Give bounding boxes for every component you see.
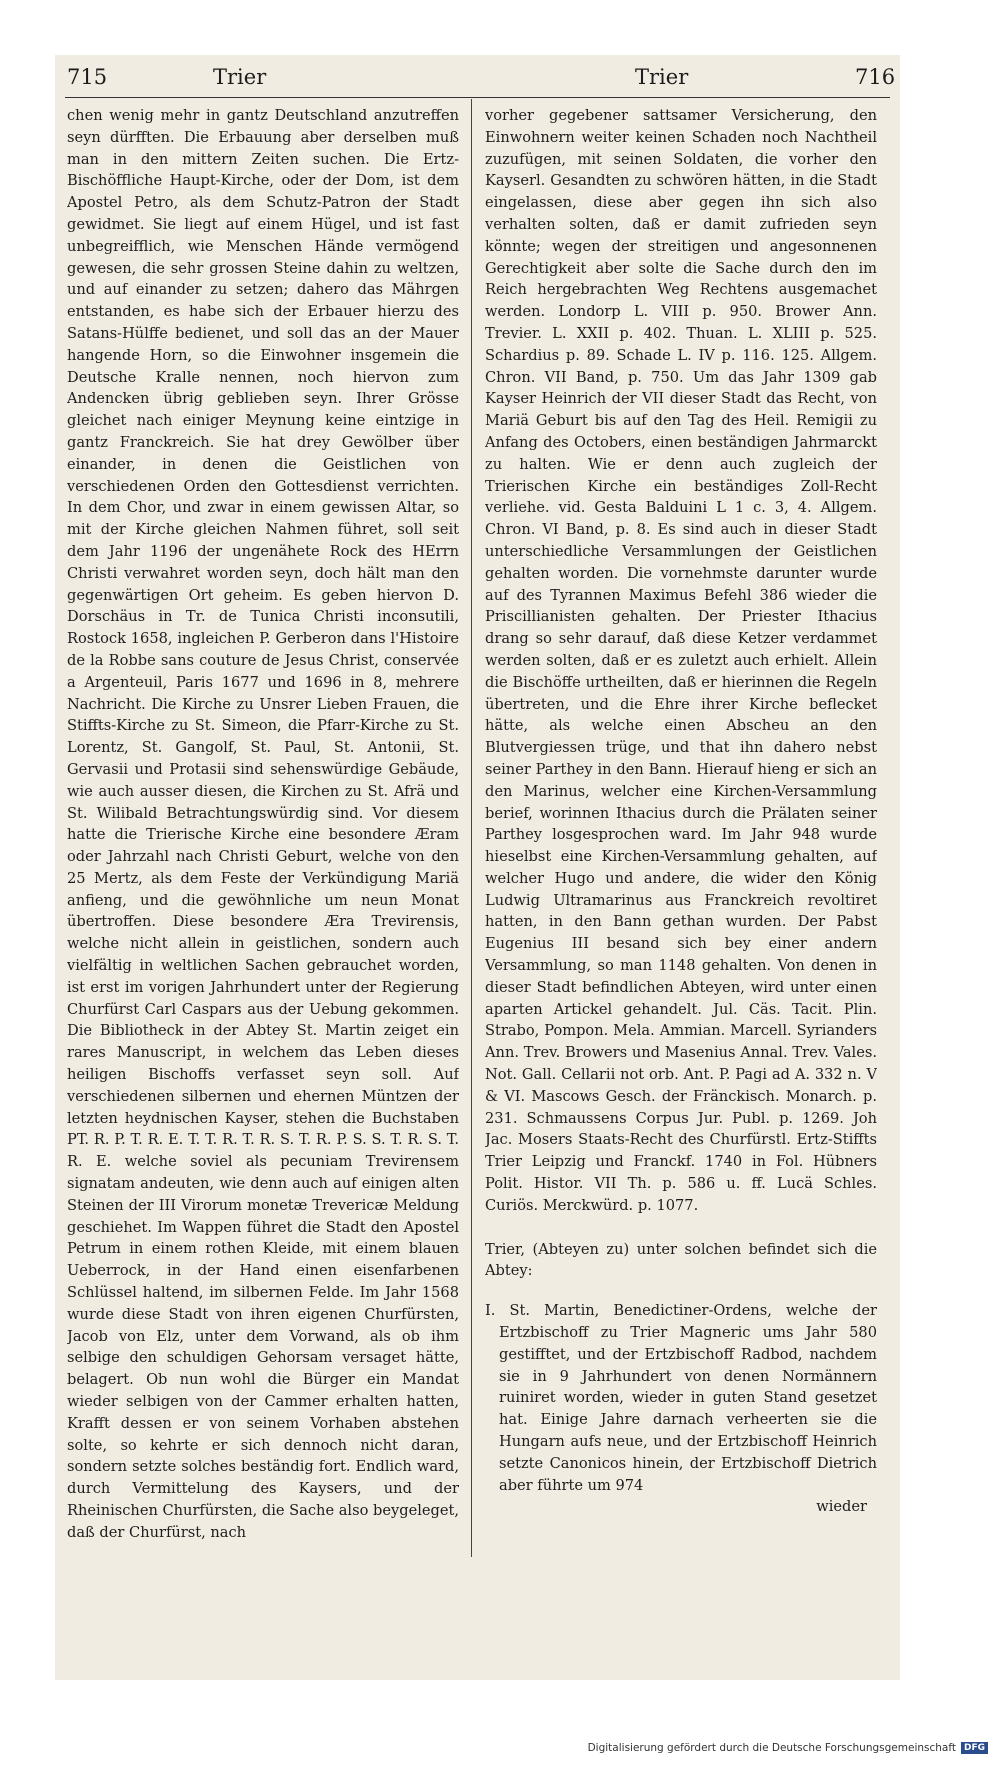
dfg-logo: DFG <box>961 1742 988 1754</box>
book-page <box>55 55 900 1680</box>
running-head-right: Trier <box>635 65 689 89</box>
left-column-text: chen wenig mehr in gantz Deutschland anzutreffen seyn dürfften. Die Erbauung aber derselben muß man in den mittern Zeiten suchen. Die Ertz-Bischöffliche Haupt-Kirche, oder der Dom, ist dem Apostel Petro, als dem Schutz-Patron der Stadt gewidmet. Sie liegt auf einem Hügel, und ist fast unbegreifflich, wie Menschen Hände vermögend gewesen, die sehr grossen Steine dahin zu weltzen, und auf einander zu setzen; dahero das Mährgen entstanden, es habe sich der Erbauer hierzu des Satans-Hülffe bedienet, und soll das an der Mauer hangende Horn, so die Einwohner insgemein die Deutsche Kralle nennen, noch hiervon zum Andencken übrig geblieben seyn. Ihrer Grösse gleichet nach einiger Meynung keine eintzige in gantz Franckreich. Sie hat drey Gewölber über einander, in denen die Geistlichen von verschiedenen Orden den Gottesdienst verrichten. In dem Chor, und zwar in einem gewissen Altar, so mit der Kirche gleichen Nahmen führet, soll seit dem Jahr 1196 der ungenähete Rock des HErrn Christi verwahret worden seyn, doch hält man den gegenwärtigen Ort geheim. Es geben hiervon D. Dorschäus in Tr. de Tunica Christi inconsutili, Rostock 1658, ingleichen P. Gerberon dans l'Histoire de la Robbe sans couture de Jesus Christ, conservée a Argenteuil, Paris 1677 und 1696 in 8, mehrere Nachricht. Die Kirche zu Unsrer Lieben Frauen, die Stiffts-Kirche zu St. Simeon, die Pfarr-Kirche zu St. Lorentz, St. Gangolf, St. Paul, St. Antonii, St. Gervasii und Protasii sind sehenswürdige Gebäude, wie auch ausser diesen, die Kirchen zu St. Afrä und St. Wilibald Betrachtungswürdig sind. Vor diesem hatte die Trierische Kirche eine besondere Æram oder Jahrzahl nach Christi Geburt, welche von den 25 Mertz, als dem Feste der Verkündigung Mariä anfieng, und die gewöhnliche um neun Monat übertroffen. Diese besondere Æra Trevirensis, welche nicht allein in geistlichen, sondern auch vielfältig in weltlichen Sachen gebrauchet worden, ist erst im vorigen Jahrhundert unter der Regierung Churfürst Carl Caspars aus der Uebung gekommen. Die Bibliotheck in der Abtey St. Martin zeiget ein rares Manuscript, in welchem das Leben dieses heiligen Bischoffs verfasset seyn soll. Auf verschiedenen silbernen und ehernen Müntzen der letzten heydnischen Kayser, stehen die Buchstaben PT. R. P. T. R. E. T. T. R. T. R. S. T. R. P. S. S. T. R. S. T. R. E. welche soviel als pecuniam Trevirensem signatam andeuten, wie denn auch auf einigen alten Steinen der III Virorum monetæ Trevericæ Meldung geschiehet. Im Wappen führet die Stadt den Apostel Petrum in einem rothen Kleide, mit einem blauen Ueberrock, in der Hand einen eisenfarbenen Schlüssel haltend, im silbernen Felde. Im Jahr 1568 wurde diese Stadt von ihren eigenen Churfürsten, Jacob von Elz, unter dem Vorwand, als ob ihm selbige den schuldigen Gehorsam versaget hätte, belagert. Ob nun wohl die Bürger ein Mandat wieder selbigen von der Cammer erhalten hatten, Krafft dessen er von seinem Vorhaben abstehen solte, so kehrte er sich dennoch nicht daran, sondern setzte solches beständig fort. Endlich ward, durch Vermittelung des Kaysers, und der Rheinischen Churfürsten, die Sache also beygeleget, daß der Churfürst, nach <box>67 107 459 1541</box>
entry-trier-abteyen: Trier, (Abteyen zu) unter solchen befindet sich die Abtey: <box>485 1240 877 1280</box>
right-column <box>485 105 877 1665</box>
left-column <box>67 105 459 1665</box>
entry-st-martin: I. St. Martin, Benedictiner-Ordens, welche der Ertzbischoff zu Trier Magneric ums Jahr 580 gestifftet, und der Ertzbischoff Radbod, nachdem sie in 9 Jahrhundert von denen Normännern ruiniret worden, wieder in guten Stand gesetzet hat. Einige Jahre darnach verheerten sie die Hungarn aufs neue, und der Ertzbischoff Heinrich setzte Canonicos hinein, der Ertzbischoff Dietrich aber führte um 974 <box>485 1302 877 1494</box>
column-divider <box>471 99 472 1557</box>
header-rule <box>65 97 890 98</box>
digitization-footer <box>588 1742 988 1754</box>
footer-text: Digitalisierung gefördert durch die Deutsche Forschungsgemeinschaft <box>587 1742 956 1754</box>
page-number-right: 716 <box>855 65 896 89</box>
catchword: wieder <box>816 1498 867 1516</box>
running-head-left: Trier <box>213 65 267 89</box>
paragraph-continuation: vorher gegebener sattsamer Versicherung, den Einwohnern weiter keinen Schaden noch Nachtheil zuzufügen, mit seinen Soldaten, die vorher den Kayserl. Gesandten zu schwören hätten, in die Stadt eingelassen, diese aber gegen ihn sich also verhalten solten, daß er damit zufrieden seyn könnte; wegen der streitigen und angesonnenen Gerechtigkeit aber solte die Sache durch den im Reich hergebrachten Weg Rechtens ausgemachet werden. Londorp L. VIII p. 950. Brower Ann. Trevier. L. XXII p. 402. Thuan. L. XLIII p. 525. Schardius p. 89. Schade L. IV p. 116. 125. Allgem. Chron. VII Band, p. 750. Um das Jahr 1309 gab Kayser Heinrich der VII dieser Stadt das Recht, von Mariä Geburt bis auf den Tag des Heil. Remigii zu Anfang des Octobers, einen beständigen Jahrmarckt zu halten. Wie er denn auch zugleich der Trierischen Kirche ein beständiges Zoll-Recht verliehe. vid. Gesta Balduini L 1 c. 3, 4. Allgem. Chron. VI Band, p. 8. Es sind auch in dieser Stadt unterschiedliche Versammlungen der Geistlichen gehalten worden. Die vornehmste darunter wurde auf des Tyrannen Maximus Befehl 386 wieder die Priscillianisten gehalten. Der Priester Ithacius drang so sehr darauf, daß diese Ketzer verdammet werden solten, daß er es zuletzt auch erhielt. Allein die Bischöffe urtheilten, daß er hierinnen die Regeln übertreten, und die Ehre ihrer Kirche beflecket hätte, als welche einen Abscheu an den Blutvergiessen trüge, und that ihn dahero nebst seiner Parthey in den Bann. Hierauf hieng er sich an den Marinus, welcher eine Kirchen-Versammlung berief, worinnen Ithacius durch die Prälaten seiner Parthey losgesprochen ward. Im Jahr 948 wurde hieselbst eine Kirchen-Versammlung gehalten, auf welcher Hugo und andere, die wider den König Ludwig Ultramarinus aus Franckreich revoltiret hatten, in den Bann gethan wurden. Der Pabst Eugenius III besand sich bey einer andern Versammlung, so man 1148 gehalten. Von denen in dieser Stadt befindlichen Abteyen, wird unter einen aparten Artickel gehandelt. Jul. Cäs. Tacit. Plin. Strabo, Pompon. Mela. Ammian. Marcell. Syrianders Ann. Trev. Browers und Masenius Annal. Trev. Vales. Not. Gall. Cellarii not orb. Ant. P. Pagi ad A. 332 n. V & VI. Mascows Gesch. der Fränckisch. Monarch. p. 231. Schmaussens Corpus Jur. Publ. p. 1269. Joh Jac. Mosers Staats-Recht des Churfürstl. Ertz-Stiffts Trier Leipzig und Franckf. 1740 in Fol. Hübners Polit. Histor. VII Th. p. 586 u. ff. Lucä Schles. Curiös. Merckwürd. p. 1077. <box>485 107 877 1214</box>
page-number-left: 715 <box>67 65 108 89</box>
